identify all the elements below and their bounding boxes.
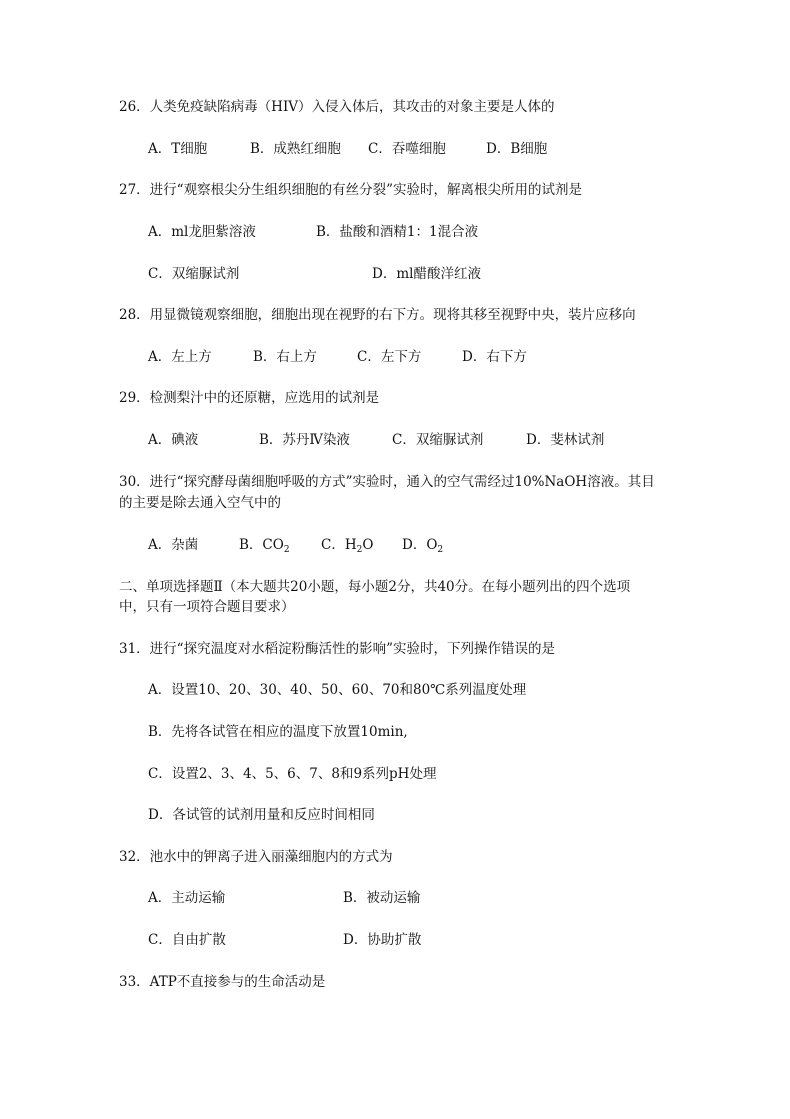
question-31-option-b: B．先将各试管在相应的温度下放置10min, (148, 724, 408, 740)
question-30-stem-line1: 30．进行“探究酵母菌细胞呼吸的方式”实验时，通入的空气需经过10%NaOH溶液。其目 (119, 474, 655, 490)
question-29-stem: 29．检测梨汁中的还原糖，应选用的试剂是 (119, 390, 380, 406)
question-33-stem: 33．ATP不直接参与的生命活动是 (119, 974, 326, 990)
question-31-option-a: A．设置10、20、30、40、50、60、70和80℃系列温度处理 (148, 682, 527, 698)
section-2-header-line2: 中，只有一项符合题目要求） (119, 599, 295, 615)
question-31-option-d: D．各试管的试剂用量和反应时间相同 (148, 807, 375, 823)
question-28-option-a: A．左上方 (148, 349, 212, 365)
question-30-option-c: C．$H_2O$ (321, 537, 374, 555)
section-2-header-line1: 二、单项选择题Ⅱ（本大题共20小题，每小题2分，共40分。在每小题列出的四个选项 (119, 579, 631, 595)
question-32-option-b: B．被动运输 (343, 890, 421, 906)
question-29-option-c: C．双缩脲试剂 (392, 432, 484, 448)
question-28-option-d: D．右下方 (462, 349, 527, 365)
question-28-stem: 28．用显微镜观察细胞，细胞出现在视野的右下方。现将其移至视野中央，装片应移向 (119, 307, 636, 323)
question-31-option-c: C．设置2、3、4、5、6、7、8和9系列pH处理 (148, 766, 437, 782)
question-30-option-d: D．$O_2$ (402, 537, 444, 555)
question-29-option-d: D．斐林试剂 (526, 432, 605, 448)
question-32-option-a: A．主动运输 (148, 890, 226, 906)
question-27-option-d: D．ml醋酸洋红液 (372, 266, 481, 282)
question-26-option-b: B．成熟红细胞 (250, 141, 341, 157)
question-28-option-c: C．左下方 (357, 349, 422, 365)
question-29-option-a: A．碘液 (148, 432, 199, 448)
question-32-option-c: C．自由扩散 (148, 932, 226, 948)
question-28-option-b: B．右上方 (253, 349, 317, 365)
question-27-option-b: B．盐酸和酒精1：1混合液 (316, 224, 479, 240)
question-32-option-d: D．协助扩散 (343, 932, 422, 948)
question-26-stem: 26．人类免疫缺陷病毒（HIV）入侵入体后，其攻击的对象主要是人体的 (119, 99, 555, 115)
question-27-option-a: A．ml龙胆紫溶液 (148, 224, 256, 240)
question-27-option-c: C．双缩脲试剂 (148, 266, 240, 282)
question-26-option-a: A．T细胞 (148, 141, 208, 157)
question-30-option-b: B．$CO_2$ (239, 537, 290, 555)
question-26-option-d: D．B细胞 (486, 141, 548, 157)
question-27-stem: 27．进行“观察根尖分生组织细胞的有丝分裂”实验时，解离根尖所用的试剂是 (119, 182, 582, 198)
question-32-stem: 32．池水中的钾离子进入丽藻细胞内的方式为 (119, 849, 393, 865)
question-29-option-b: B．苏丹Ⅳ染液 (259, 432, 350, 448)
question-30-stem-line2: 的主要是除去通入空气中的 (119, 495, 281, 511)
question-31-stem: 31．进行“探究温度对水稻淀粉酶活性的影响”实验时，下列操作错误的是 (119, 641, 555, 657)
question-26-option-c: C．吞噬细胞 (368, 141, 446, 157)
question-30-option-a: A．杂菌 (148, 537, 199, 553)
